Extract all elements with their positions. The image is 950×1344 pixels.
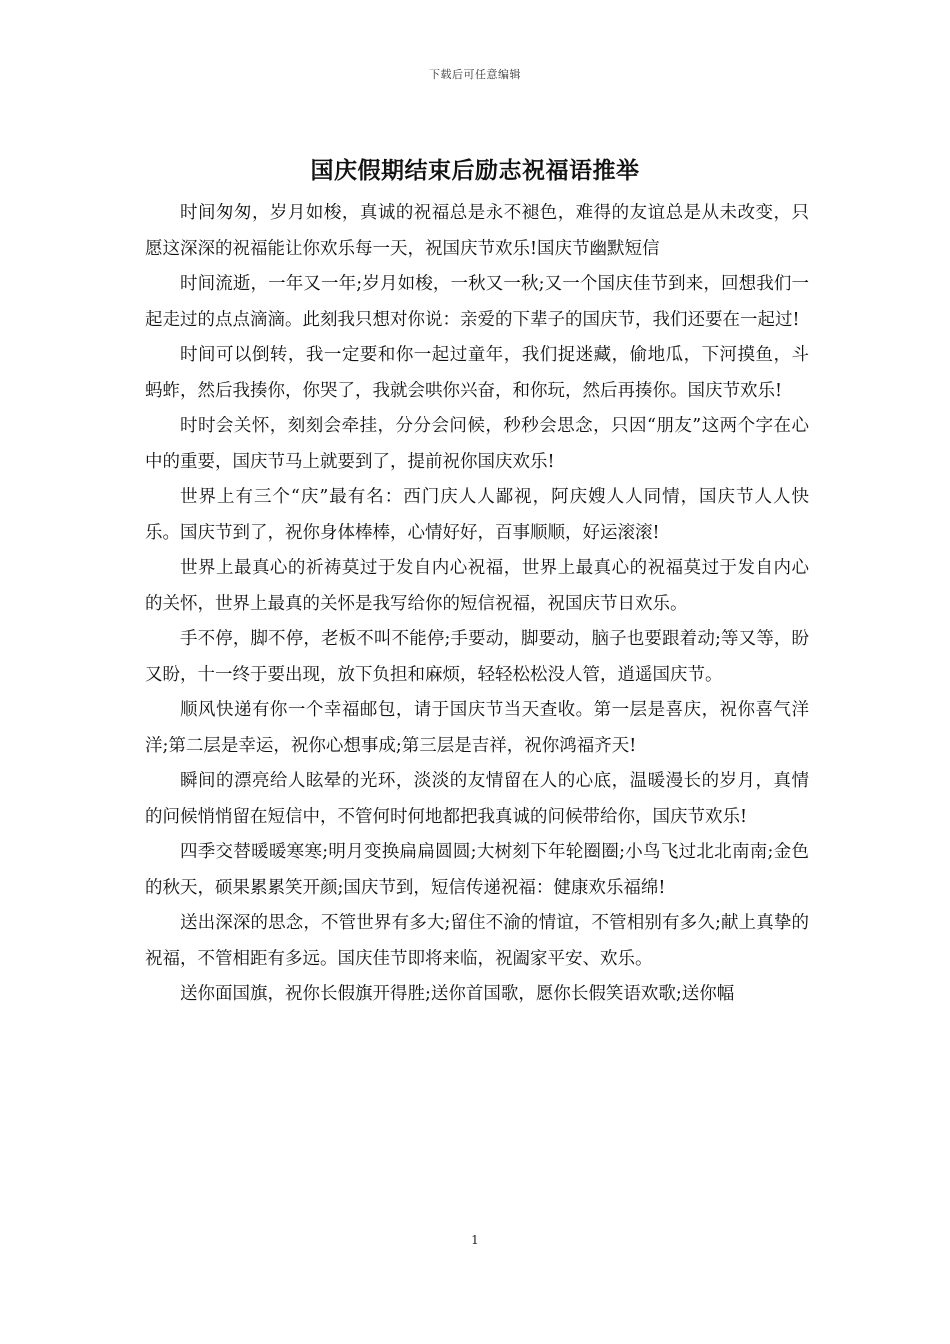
paragraph: 四季交替暖暖寒寒;明月变换扁扁圆圆;大树刻下年轮圈圈;小鸟飞过北北南南;金色的秋天，硕果累累笑开颜;国庆节到，短信传递祝福：健康欢乐福绵!	[145, 842, 809, 898]
document-body	[145, 196, 809, 1013]
paragraph: 手不停，脚不停，老板不叫不能停;手要动，脚要动，脑子也要跟着动;等又等，盼又盼，十一终于要出现，放下负担和麻烦，轻轻松松没人管，逍遥国庆节。	[145, 629, 809, 685]
paragraph: 时间可以倒转，我一定要和你一起过童年，我们捉迷藏，偷地瓜，下河摸鱼，斗蚂蚱，然后我揍你，你哭了，我就会哄你兴奋，和你玩，然后再揍你。国庆节欢乐!	[145, 345, 809, 401]
paragraph: 时时会关怀，刻刻会牵挂，分分会问候，秒秒会思念，只因“朋友”这两个字在心中的重要，国庆节马上就要到了，提前祝你国庆欢乐!	[145, 416, 809, 472]
document-title: 国庆假期结束后励志祝福语推举	[310, 157, 640, 184]
page-number: 1	[471, 1233, 479, 1247]
paragraph: 时间流逝，一年又一年;岁月如梭，一秋又一秋;又一个国庆佳节到来，回想我们一起走过的点点滴滴。此刻我只想对你说：亲爱的下辈子的国庆节，我们还要在一起过!	[145, 274, 809, 330]
paragraph: 时间匆匆，岁月如梭，真诚的祝福总是永不褪色，难得的友谊总是从未改变，只愿这深深的祝福能让你欢乐每一天，祝国庆节欢乐!国庆节幽默短信	[145, 203, 809, 259]
paragraph: 送出深深的思念，不管世界有多大;留住不渝的情谊，不管相别有多久;献上真挚的祝福，不管相距有多远。国庆佳节即将来临，祝阖家平安、欢乐。	[145, 913, 809, 969]
paragraph: 世界上最真心的祈祷莫过于发自内心祝福，世界上最真心的祝福莫过于发自内心的关怀，世界上最真的关怀是我写给你的短信祝福，祝国庆节日欢乐。	[145, 558, 809, 614]
header-note: 下载后可任意编辑	[429, 68, 521, 81]
paragraph: 送你面国旗，祝你长假旗开得胜;送你首国歌，愿你长假笑语欢歌;送你幅	[180, 984, 735, 1004]
paragraph: 世界上有三个“庆”最有名：西门庆人人鄙视，阿庆嫂人人同情，国庆节人人快乐。国庆节到了，祝你身体棒棒，心情好好，百事顺顺，好运滚滚!	[145, 487, 809, 543]
paragraph: 顺风快递有你一个幸福邮包，请于国庆节当天查收。第一层是喜庆，祝你喜气洋洋;第二层是幸运，祝你心想事成;第三层是吉祥，祝你鸿福齐天!	[145, 700, 809, 756]
paragraph: 瞬间的漂亮给人眩晕的光环，淡淡的友情留在人的心底，温暖漫长的岁月，真情的问候悄悄留在短信中，不管何时何地都把我真诚的问候带给你，国庆节欢乐!	[145, 771, 809, 827]
